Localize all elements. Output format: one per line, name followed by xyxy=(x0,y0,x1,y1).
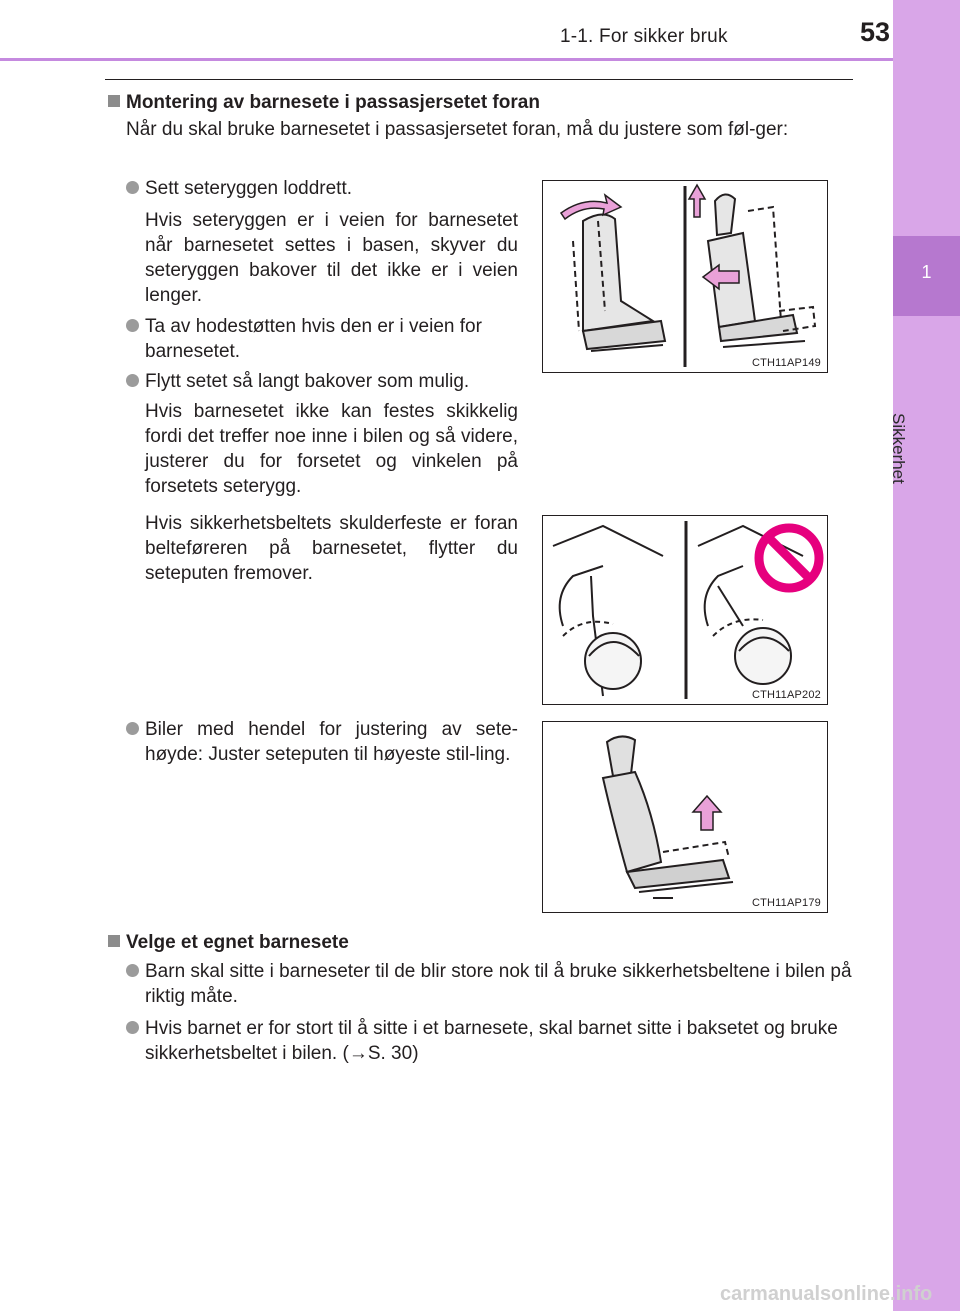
round-bullet-icon xyxy=(126,722,139,735)
figure-code: CTH11AP179 xyxy=(751,897,821,909)
bullet-item xyxy=(126,314,526,364)
up-arrow-icon xyxy=(693,796,721,830)
section-heading-text: Montering av barnesete i passasjersetet foran xyxy=(126,92,540,113)
round-bullet-icon xyxy=(126,374,139,387)
page-reference-link[interactable]: S. 30) xyxy=(367,1043,419,1064)
curved-arrow-icon xyxy=(561,195,621,219)
chapter-number: 1 xyxy=(921,262,932,282)
seat-illustration xyxy=(543,181,827,372)
round-bullet-icon xyxy=(126,964,139,977)
square-bullet-icon xyxy=(108,935,120,947)
chapter-sidebar xyxy=(893,0,960,1311)
bullet-item xyxy=(126,717,518,767)
section-title: 1-1. For sikker bruk xyxy=(560,26,728,47)
bullet-text: Ta av hodestøtten hvis den er i veien for barnesetet. xyxy=(145,316,482,362)
bullet-text: Sett seteryggen loddrett. xyxy=(145,178,353,199)
chapter-label xyxy=(889,323,940,484)
watermark: carmanualsonline.info xyxy=(720,1283,933,1305)
reference-arrow-icon: → xyxy=(348,1043,368,1064)
bullet-item xyxy=(126,176,521,201)
chapter-title: Sikkerhet xyxy=(889,413,908,484)
square-bullet-icon xyxy=(108,95,120,107)
bullet-text: Barn skal sitte i barneseter til de blir store nok til å bruke sikkerhetsbeltene i bilen på riktig måte. xyxy=(145,961,852,1007)
round-bullet-icon xyxy=(126,319,139,332)
figure-seat-adjustment xyxy=(542,180,828,373)
round-bullet-icon xyxy=(126,181,139,194)
bullet-item xyxy=(126,369,521,394)
bullet-item xyxy=(126,1016,856,1066)
page-number: 53 xyxy=(859,17,890,47)
section-intro: Når du skal bruke barnesetet i passasjersetet foran, må du justere som føl-ger: xyxy=(126,119,789,140)
figure-belt-position xyxy=(542,515,828,705)
figure-code: CTH11AP149 xyxy=(751,357,821,369)
bullet-item xyxy=(126,959,856,1009)
prohibited-icon xyxy=(759,528,819,588)
bullet-text: Biler med hendel for justering av sete-høyde: Juster seteputen til høyeste stil-ling. xyxy=(145,719,518,765)
section-heading xyxy=(108,930,848,955)
bullet-detail: Hvis barnesetet ikke kan festes skikkelig fordi det treffer noe inne i bilen og så videre, justerer du for forsetet og vinkelen på forsetets seterygg. xyxy=(145,401,518,497)
round-bullet-icon xyxy=(126,1021,139,1034)
seat-height-illustration xyxy=(543,722,827,912)
section-heading-text: Velge et egnet barnesete xyxy=(126,932,349,953)
up-arrow-icon xyxy=(689,185,705,217)
bullet-detail: Hvis sikkerhetsbeltets skulderfeste er foran belteføreren på barnesetet, flytter du seteputen fremover. xyxy=(145,513,518,584)
figure-code: CTH11AP202 xyxy=(751,689,821,701)
bullet-text: Hvis barnet er for stort til å sitte i et barnesete, skal barnet sitte i baksetet og bruke sikkerhetsbeltet i bilen. ( xyxy=(145,1018,838,1064)
section-heading xyxy=(108,90,848,115)
bullet-text: Flytt setet så langt bakover som mulig. xyxy=(145,371,470,392)
bullet-detail: Hvis seteryggen er i veien for barnesetet når barnesetet settes i basen, skyver du seteryggen bakover til det ikke er i veien lenger. xyxy=(145,210,518,306)
figure-seat-height xyxy=(542,721,828,913)
header-divider xyxy=(0,58,893,61)
content-rule xyxy=(105,79,853,80)
belt-illustration xyxy=(543,516,827,704)
